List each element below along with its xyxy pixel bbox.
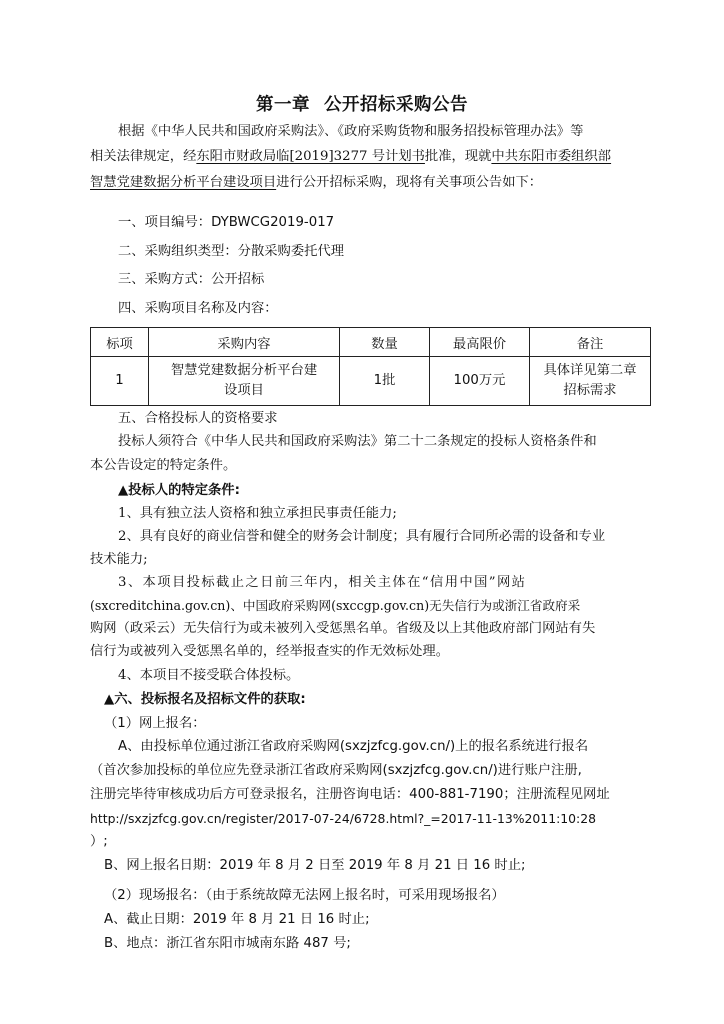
online-registration-heading: （1）网上报名： (104, 716, 206, 731)
online-a-line-5: ）; (90, 834, 108, 849)
intro-line-2: 相关法律规定，经东阳市财政局临[2019]3277 号计划书批准，现就中共东阳市委组织部 (90, 149, 612, 164)
qualification-heading: 五、合格投标人的资格要求 (118, 411, 278, 426)
header-quantity: 数量 (340, 328, 430, 357)
qualification-para-line-2: 本公告设定的特定条件。 (90, 458, 237, 473)
header-max-price: 最高限价 (430, 328, 530, 357)
cell-remarks: 具体详见第二章 招标需求 (530, 357, 651, 406)
page-title (0, 91, 724, 116)
cell-max-price: 100万元 (430, 357, 530, 406)
plan-reference: 东阳市财政局临[2019]3277 号计划书 (196, 149, 425, 164)
header-lot: 标项 (91, 328, 149, 357)
section-org-type: 二、采购组织类型：分散采购委托代理 (118, 244, 345, 259)
section-items-heading: 四、采购项目名称及内容： (118, 301, 278, 316)
project-name: 智慧党建数据分析平台建设项目 (90, 175, 277, 190)
condition-item-3-line-2: (sxcreditchina.gov.cn)、中国政府采购网(sxccgp.gov.cn)无失信行为或浙江省政府采 (90, 598, 581, 613)
purchaser-name: 中共东阳市委组织部 (491, 149, 612, 164)
chapter-name: 公开招标采购公告 (324, 95, 468, 115)
condition-item-2-line-1: 2、具有良好的商业信誉和健全的财务会计制度；具有履行合同所必需的设备和专业 (118, 529, 606, 544)
section-project-number: 一、项目编号：DYBWCG2019-017 (118, 215, 335, 230)
cell-lot-number: 1 (91, 357, 149, 406)
intro-line-3: 智慧党建数据分析平台建设项目进行公开招标采购，现将有关事项公告如下： (90, 175, 543, 190)
onsite-location: B、地点：浙江省东阳市城南东路 487 号; (104, 936, 351, 951)
intro-line-1: 根据《中华人民共和国政府采购法》、《政府采购货物和服务招投标管理办法》等 (118, 124, 584, 139)
special-conditions-heading: ▲投标人的特定条件: (118, 483, 240, 498)
procurement-items-table (90, 327, 651, 406)
online-a-line-3: 注册完毕待审核成功后方可登录报名，注册咨询电话：400-881-7190；注册流程见网址 (90, 787, 610, 802)
condition-item-3-line-4: 信行为或被列入受惩黑名单的，经举报查实的作无效标处理。 (90, 644, 450, 659)
online-b-date: B、网上报名日期：2019 年 8 月 2 日至 2019 年 8 月 21 日 16 时止; (104, 858, 526, 873)
section-procurement-method: 三、采购方式：公开招标 (118, 272, 265, 287)
condition-item-2-line-2: 技术能力; (90, 552, 148, 567)
table-header-row (91, 328, 651, 357)
header-content: 采购内容 (149, 328, 340, 357)
condition-item-3-line-3: 购网（政采云）无失信行为或未被列入受惩黑名单。省级及以上其他政府部门网站有失 (90, 621, 596, 636)
onsite-registration-heading: （2）现场报名：（由于系统故障无法网上报名时，可采用现场报名） (104, 888, 505, 903)
cell-quantity: 1批 (340, 357, 430, 406)
condition-item-1: 1、具有独立法人资格和独立承担民事责任能力; (118, 506, 397, 521)
header-remarks: 备注 (530, 328, 651, 357)
registration-guide-url: http://sxzjzfcg.gov.cn/register/2017-07-24/6728.html?_=2017-11-13%2011:10:28 (90, 811, 596, 826)
cell-content: 智慧党建数据分析平台建 设项目 (149, 357, 340, 406)
condition-item-4: 4、本项目不接受联合体投标。 (118, 668, 300, 683)
onsite-deadline: A、截止日期：2019 年 8 月 21 日 16 时止; (104, 912, 370, 927)
qualification-para-line-1: 投标人须符合《中华人民共和国政府采购法》第二十二条规定的投标人资格条件和 (118, 434, 597, 449)
registration-heading: ▲六、投标报名及招标文件的获取: (104, 692, 306, 707)
online-a-line-1: A、由投标单位通过浙江省政府采购网(sxzjzfcg.gov.cn/)上的报名系统进行报名 (118, 739, 589, 754)
online-a-line-2: （首次参加投标的单位应先登录浙江省政府采购网(sxzjzfcg.gov.cn/)进行账户注册, (90, 763, 582, 778)
chapter-label: 第一章 (256, 95, 310, 115)
condition-item-3-line-1: 3、本项目投标截止之日前三年内，相关主体在“信用中国”网站 (118, 575, 527, 590)
table-row (91, 357, 651, 406)
